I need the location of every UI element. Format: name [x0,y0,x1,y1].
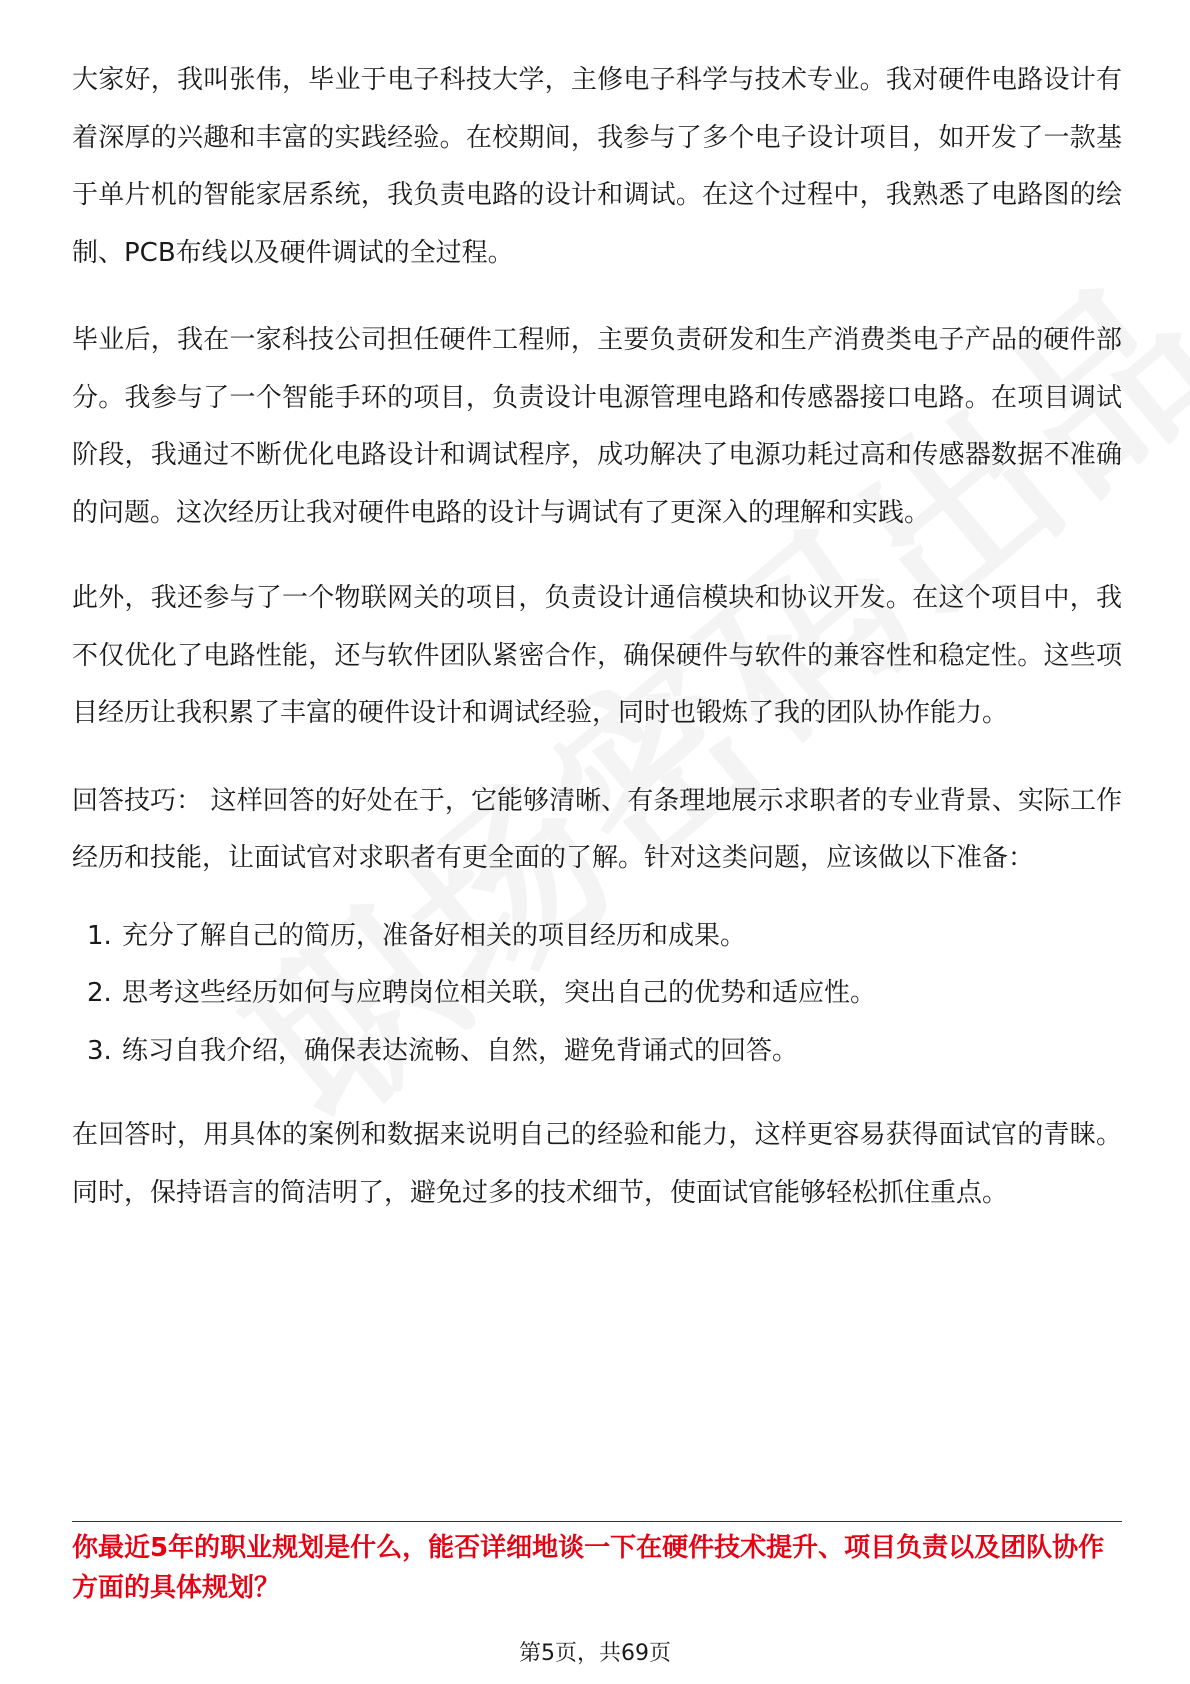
list-number: 1. [87,920,112,951]
list-number: 3. [87,1035,112,1066]
list-text: 练习自我介绍，确保表达流畅、自然，避免背诵式的回答。 [122,1035,799,1066]
list-item [72,1023,1122,1081]
list-text: 充分了解自己的简历，准备好相关的项目经历和成果。 [122,920,747,951]
paragraph-intro: 大家好，我叫张伟，毕业于电子科技大学，主修电子科学与技术专业。我对硬件电路设计有着深厚的兴趣和丰富的实践经验。在校期间，我参与了多个电子设计项目，如开发了一款基于单片机的智能家居系统，我负责电路的设计和调试。在这个过程中，我熟悉了电路图的绘制、PCB布线以及硬件调试的全过程。 [72,65,1122,268]
list-number: 2. [87,978,112,1008]
list-item [72,908,1122,966]
section-divider [72,1521,1122,1522]
paragraph-work-experience: 毕业后，我在一家科技公司担任硬件工程师，主要负责研发和生产消费类电子产品的硬件部分。我参与了一个智能手环的项目，负责设计电源管理电路和传感器接口电路。在项目调试阶段，我通过不断优化电路设计和调试程序，成功解决了电源功耗过高和传感器数据不准确的问题。这次经历让我对硬件电路的设计与调试有了更深入的理解和实践。 [72,325,1122,528]
next-question-heading: 你最近5年的职业规划是什么，能否详细地谈一下在硬件技术提升、项目负责以及团队协作方面的具体规划？ [72,1533,1105,1603]
preparation-list [72,908,1122,1081]
answer-body [72,52,1122,1222]
paragraph-iot-project: 此外，我还参与了一个物联网关的项目，负责设计通信模块和协议开发。在这个项目中，我不仅优化了电路性能，还与软件团队紧密合作，确保硬件与软件的兼容性和稳定性。这些项目经历让我积累了丰富的硬件设计和调试经验，同时也锻炼了我的团队协作能力。 [72,583,1122,728]
paragraph-closing: 在回答时，用具体的案例和数据来说明自己的经验和能力，这样更容易获得面试官的青睐。同时，保持语言的简洁明了，避免过多的技术细节，使面试官能够轻松抓住重点。 [72,1120,1122,1208]
paragraph-answer-tips: 回答技巧： 这样回答的好处在于，它能够清晰、有条理地展示求职者的专业背景、实际工作经历和技能，让面试官对求职者有更全面的了解。针对这类问题，应该做以下准备： [72,785,1122,873]
list-item [72,965,1122,1023]
list-text: 思考这些经历如何与应聘岗位相关联，突出自己的优势和适应性。 [122,978,877,1008]
page-number-footer: 第5页，共69页 [519,1641,671,1666]
